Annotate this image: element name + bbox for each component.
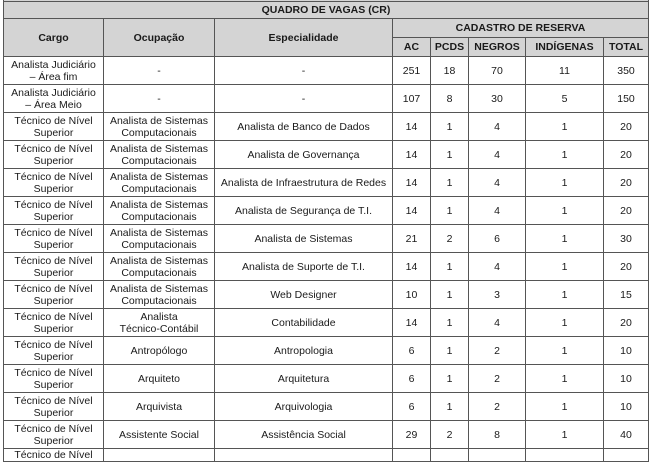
cell-ac: 6 [393,393,431,421]
cell-ocupacao-line: Analista [140,310,178,323]
cell-cargo-line: Superior [33,434,74,447]
table-row [4,225,649,253]
cell-cargo-line: Técnico de Nível [14,282,93,295]
cell-cargo [4,225,104,253]
cell-ocupacao-line: Computacionais [121,210,197,223]
cell-cargo-line: Superior [33,266,74,279]
cell-indigenas: 1 [526,337,604,365]
cell-cargo-line: Analista Judiciário [11,86,96,99]
cell-pcds: 1 [431,113,469,141]
cell-cargo-line: Superior [33,322,74,335]
cell-indigenas: 1 [526,365,604,393]
header-indigenas: INDÍGENAS [526,38,604,57]
cell-ocupacao [104,57,215,85]
cell-cargo-line: Técnico de Nível [14,226,93,239]
cell-ocupacao [104,253,215,281]
cell-cargo-line: Analista Judiciário [11,58,96,71]
cell-total: 150 [604,85,649,113]
cell-indigenas: 5 [526,85,604,113]
cell-cargo [4,141,104,169]
cell-ac: 14 [393,309,431,337]
cell-ocupacao [104,197,215,225]
cell-ocupacao-line: Computacionais [121,294,197,307]
cell-ocupacao-line: Analista de Sistemas [109,282,209,295]
cell-cargo [4,113,104,141]
cell-cargo [4,281,104,309]
cell-especialidade: Analista de Banco de Dados [215,113,393,141]
cell-especialidade: Arquitetura [215,365,393,393]
cell-cargo-line: Técnico de Nível [14,198,93,211]
cell-cargo [4,85,104,113]
header-pcds: PCDS [431,38,469,57]
cell-cargo: Técnico de Nível [4,449,104,462]
table-row [4,337,649,365]
cell-especialidade: - [215,57,393,85]
cell-especialidade: Analista de Infraestrutura de Redes [215,169,393,197]
header-especialidade: Especialidade [215,19,393,57]
cell-indigenas: 1 [526,141,604,169]
header-cargo: Cargo [4,19,104,57]
cell-total: 20 [604,113,649,141]
cell-indigenas: 1 [526,309,604,337]
cell-especialidade: Analista de Segurança de T.I. [215,197,393,225]
cell-cargo-line: Técnico de Nível [14,394,93,407]
cell-total: 10 [604,365,649,393]
table-row [4,393,649,421]
cell-negros: 30 [469,85,526,113]
cell-ac: 107 [393,85,431,113]
cell-cargo-line: Técnico de Nível [14,366,93,379]
cell-ocupacao [104,225,215,253]
cell-ocupacao-line: Analista de Sistemas [109,198,209,211]
cell-ocupacao-line: Computacionais [121,266,197,279]
cell-pcds: 2 [431,421,469,449]
cell-negros: 4 [469,197,526,225]
table-row [4,57,649,85]
cell-indigenas: 1 [526,197,604,225]
cell-cargo-line: Superior [33,210,74,223]
cell-pcds: 1 [431,365,469,393]
cell-ocupacao-line: Assistente Social [119,428,199,441]
cell-negros: 2 [469,337,526,365]
cell-cargo-line: Superior [33,238,74,251]
cell-negros: 3 [469,281,526,309]
cell-especialidade: Contabilidade [215,309,393,337]
table-row [4,113,649,141]
cell-pcds: 1 [431,281,469,309]
cell-negros: 2 [469,365,526,393]
cell-ocupacao-line: Analista de Sistemas [109,142,209,155]
cell-ocupacao-line: Antropólogo [130,344,188,357]
cell-cargo-line: Superior [33,126,74,139]
cell-cargo [4,169,104,197]
cell-empty [469,449,526,462]
cell-total: 20 [604,309,649,337]
cell-cargo-line: Superior [33,294,74,307]
cell-cargo-line: Técnico de Nível [14,114,93,127]
cell-cargo [4,421,104,449]
cell-ac: 6 [393,337,431,365]
header-ocupacao: Ocupação [104,19,215,57]
cell-ocupacao-line: - [157,92,161,105]
table-row [4,309,649,337]
header-ac: AC [393,38,431,57]
cell-pcds: 1 [431,253,469,281]
cell-ac: 6 [393,365,431,393]
cell-cargo-line: Superior [33,350,74,363]
cell-ac: 14 [393,141,431,169]
cell-pcds: 1 [431,393,469,421]
cell-total: 350 [604,57,649,85]
cell-cargo-line: Superior [33,406,74,419]
cell-especialidade: - [215,85,393,113]
cell-ocupacao [104,337,215,365]
cell-ocupacao [104,113,215,141]
cell-ocupacao [104,365,215,393]
cell-especialidade: Antropologia [215,337,393,365]
cell-cargo-line: Técnico de Nível [14,422,93,435]
cell-empty [104,449,215,462]
table-row [4,281,649,309]
cell-total: 15 [604,281,649,309]
table-row [4,85,649,113]
cell-ocupacao-line: Analista de Sistemas [109,226,209,239]
cell-empty [393,449,431,462]
header-total: TOTAL [604,38,649,57]
cell-ac: 29 [393,421,431,449]
cell-cargo-line: Técnico de Nível [14,170,93,183]
cell-ocupacao-line: Técnico-Contábil [119,322,199,335]
cell-indigenas: 1 [526,421,604,449]
cell-pcds: 2 [431,225,469,253]
cell-ocupacao-line: Computacionais [121,182,197,195]
table-body [4,57,649,462]
cell-ocupacao [104,309,215,337]
cell-total: 20 [604,197,649,225]
cell-empty [604,449,649,462]
cell-cargo [4,197,104,225]
cell-negros: 4 [469,169,526,197]
cell-pcds: 1 [431,309,469,337]
cell-ocupacao-line: Computacionais [121,154,197,167]
cell-cargo-line: Superior [33,154,74,167]
table-title: QUADRO DE VAGAS (CR) [4,2,649,19]
cell-cargo-line: Técnico de Nível [14,338,93,351]
cell-total: 40 [604,421,649,449]
table-row [4,253,649,281]
cell-empty [215,449,393,462]
cell-ac: 10 [393,281,431,309]
cell-negros: 4 [469,113,526,141]
table-row [4,169,649,197]
cell-negros: 8 [469,421,526,449]
table-row [4,421,649,449]
cell-ac: 14 [393,253,431,281]
cell-indigenas: 11 [526,57,604,85]
cell-negros: 4 [469,253,526,281]
cell-indigenas: 1 [526,253,604,281]
cell-empty [431,449,469,462]
cell-ocupacao-line: - [157,64,161,77]
cell-ocupacao-line: Arquivista [135,400,183,413]
cell-cargo [4,337,104,365]
cell-pcds: 1 [431,337,469,365]
cell-ac: 251 [393,57,431,85]
cell-ocupacao-line: Computacionais [121,126,197,139]
cell-cargo-line: – Área fim [29,70,78,83]
cell-especialidade: Web Designer [215,281,393,309]
cell-especialidade: Analista de Governança [215,141,393,169]
cell-pcds: 8 [431,85,469,113]
cell-negros: 70 [469,57,526,85]
cell-ocupacao [104,281,215,309]
cell-cargo-line: – Área Meio [25,98,82,111]
cell-ocupacao-line: Arquiteto [137,372,181,385]
cell-cargo-line: Técnico de Nível [14,310,93,323]
cell-negros: 4 [469,309,526,337]
vacancy-table [3,0,649,462]
cell-cargo [4,57,104,85]
cell-cargo [4,365,104,393]
cell-total: 10 [604,393,649,421]
table-row [4,197,649,225]
cell-indigenas: 1 [526,113,604,141]
cell-pcds: 1 [431,197,469,225]
cell-cargo-line: Técnico de Nível [14,142,93,155]
cell-cargo [4,309,104,337]
cell-indigenas: 1 [526,169,604,197]
cell-ac: 21 [393,225,431,253]
cell-indigenas: 1 [526,281,604,309]
table-row [4,141,649,169]
table-row [4,365,649,393]
cell-especialidade: Analista de Sistemas [215,225,393,253]
cell-ocupacao-line: Computacionais [121,238,197,251]
cell-total: 20 [604,141,649,169]
cell-total: 20 [604,169,649,197]
cell-ocupacao [104,141,215,169]
cell-ocupacao-line: Analista de Sistemas [109,170,209,183]
cell-negros: 6 [469,225,526,253]
cell-cargo-line: Superior [33,182,74,195]
cell-pcds: 18 [431,57,469,85]
cell-negros: 4 [469,141,526,169]
cell-especialidade: Analista de Suporte de T.I. [215,253,393,281]
cell-ac: 14 [393,197,431,225]
cell-cargo [4,393,104,421]
header-negros: NEGROS [469,38,526,57]
cell-cargo-line: Técnico de Nível [14,254,93,267]
cell-total: 20 [604,253,649,281]
cell-pcds: 1 [431,169,469,197]
cell-negros: 2 [469,393,526,421]
cell-especialidade: Arquivologia [215,393,393,421]
cell-ocupacao [104,421,215,449]
cell-empty [526,449,604,462]
cell-indigenas: 1 [526,225,604,253]
cell-especialidade: Assistência Social [215,421,393,449]
cell-ocupacao [104,169,215,197]
cell-ocupacao [104,85,215,113]
table-row-partial [4,449,649,462]
vacancy-table-container [3,0,648,462]
cell-cargo-line: Superior [33,378,74,391]
cell-cargo [4,253,104,281]
cell-ac: 14 [393,169,431,197]
cell-total: 30 [604,225,649,253]
cell-ac: 14 [393,113,431,141]
cell-total: 10 [604,337,649,365]
header-cadastro-reserva: CADASTRO DE RESERVA [393,19,649,38]
cell-ocupacao [104,393,215,421]
cell-indigenas: 1 [526,393,604,421]
cell-pcds: 1 [431,141,469,169]
cell-ocupacao-line: Analista de Sistemas [109,114,209,127]
cell-ocupacao-line: Analista de Sistemas [109,254,209,267]
